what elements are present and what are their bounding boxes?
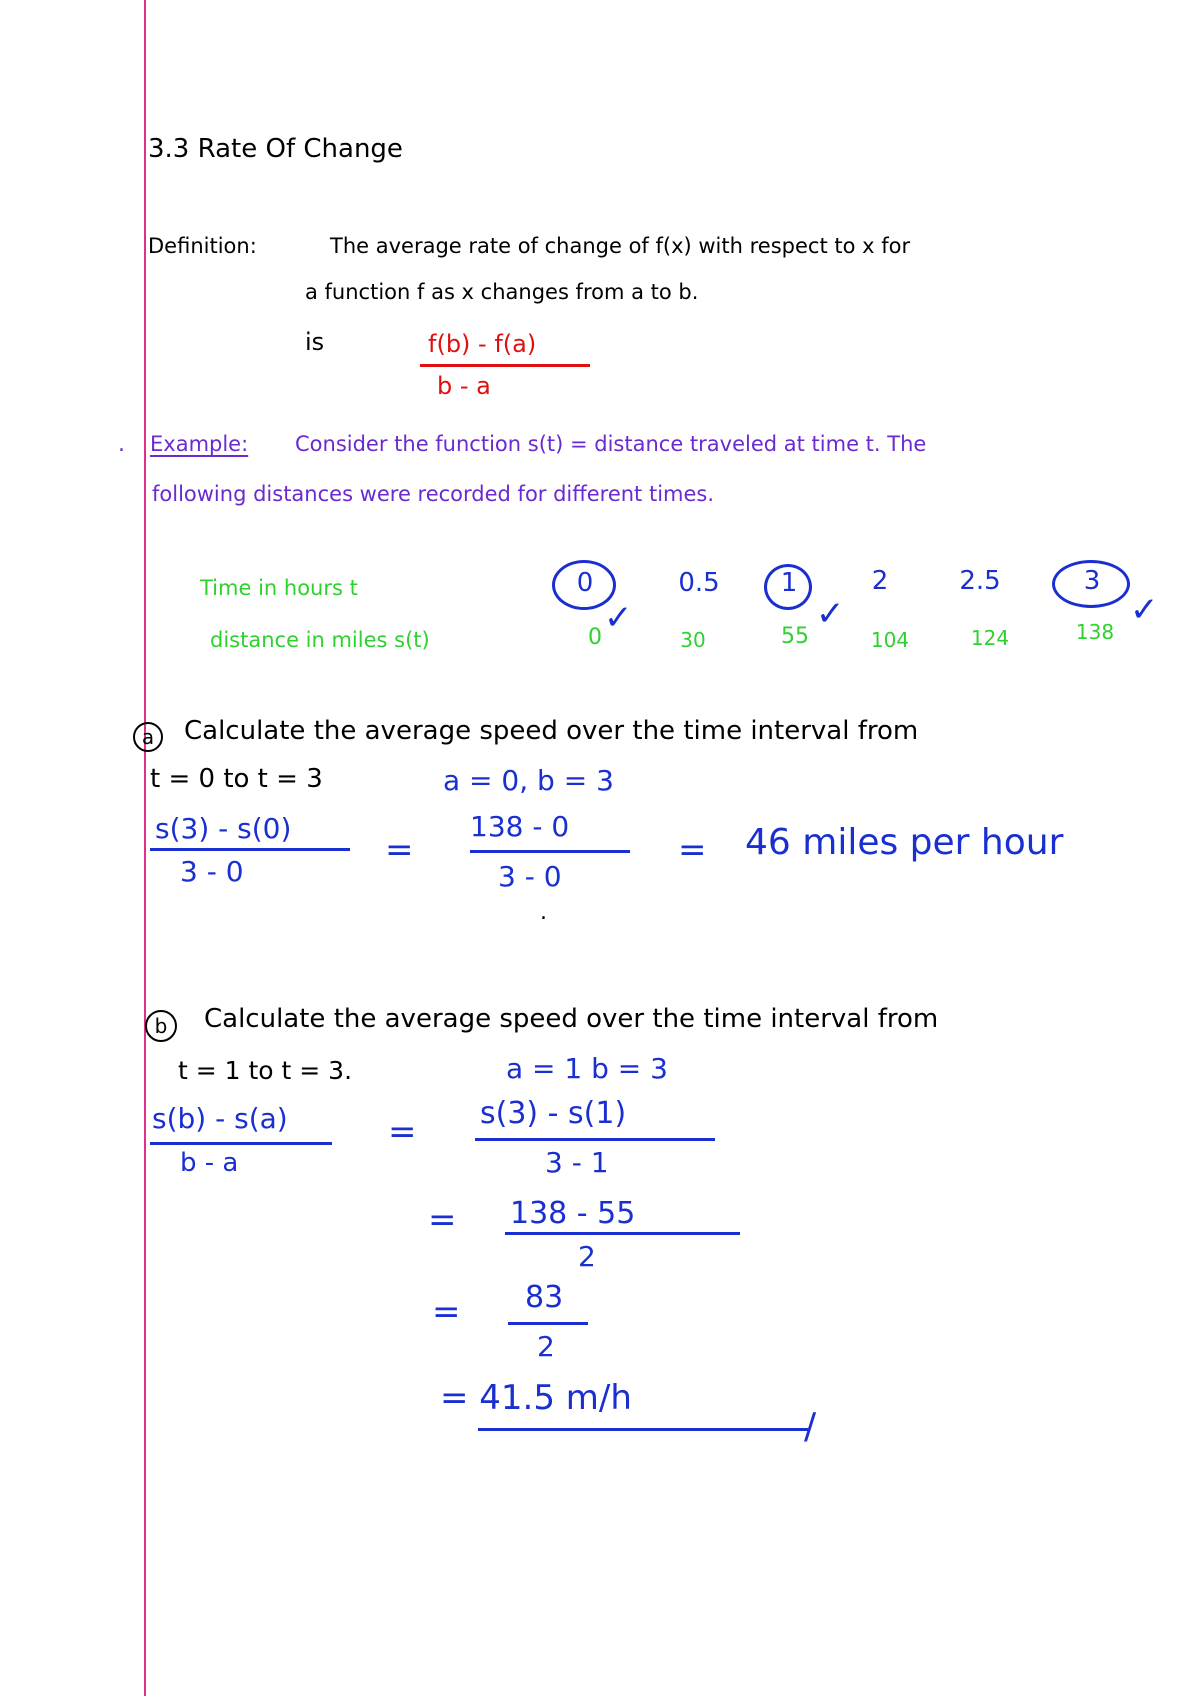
example-line-2: following distances were recorded for different times. (152, 482, 715, 506)
table-distance-124: 124 (970, 626, 1010, 650)
part-b-fraction-bar-2 (475, 1138, 715, 1141)
part-b-numerator-2: s(3) - s(1) (480, 1096, 627, 1131)
part-a-fraction-bar-1 (150, 848, 350, 851)
part-a-denominator-1: 3 - 0 (180, 855, 244, 888)
circle-time-3 (1052, 560, 1130, 608)
table-time-0: 0 (576, 568, 594, 598)
table-distance-label: distance in miles s(t) (210, 628, 430, 652)
part-b-final-answer: = 41.5 m/h (440, 1378, 632, 1418)
part-b-interval: t = 1 to t = 3. (178, 1056, 353, 1085)
page-title: 3.3 Rate Of Change (148, 134, 403, 164)
part-a-denominator-2: 3 - 0 (498, 860, 562, 893)
part-a-ab: a = 0, b = 3 (443, 764, 614, 797)
part-b-answer-underline (478, 1428, 808, 1431)
part-b-ab: a = 1 b = 3 (506, 1052, 668, 1085)
table-time-1: 1 (780, 568, 798, 598)
part-b-fraction-bar-4 (508, 1322, 588, 1325)
part-b-fraction-bar-1 (150, 1142, 332, 1145)
part-b-denominator-3: 2 (578, 1240, 596, 1273)
table-time-2: 2 (871, 566, 889, 596)
checkmark-icon: ✓ (604, 598, 633, 638)
part-a-numerator-1: s(3) - s(0) (155, 812, 292, 845)
table-distance-138: 138 (1075, 620, 1115, 644)
example-label: Example: (150, 432, 249, 456)
circle-time-1 (764, 564, 812, 610)
table-time-label: Time in hours t (200, 576, 358, 600)
part-a-question: Calculate the average speed over the time interval from (184, 716, 919, 746)
part-a-numerator-2: 138 - 0 (470, 810, 570, 843)
margin-line (144, 0, 146, 1696)
part-b-denominator-2: 3 - 1 (545, 1146, 609, 1179)
part-a-equals-2: = (678, 830, 707, 870)
part-b-denominator-4: 2 (537, 1330, 555, 1363)
checkmark-icon: ✓ (1130, 590, 1159, 630)
part-a-answer: 46 miles per hour (745, 822, 1064, 863)
table-distance-55: 55 (781, 624, 809, 649)
example-bullet: . (118, 432, 125, 457)
part-b-equals-1: = (388, 1112, 417, 1152)
definition-line-1: The average rate of change of f(x) with respect to x for (330, 234, 911, 258)
part-a-marker: a (133, 722, 163, 752)
table-time-3: 3 (1083, 566, 1101, 596)
definition-numerator: f(b) - f(a) (428, 330, 537, 358)
part-b-marker: b (145, 1010, 177, 1042)
part-b-underline-end-mark: / (804, 1406, 817, 1447)
part-b-numerator-3: 138 - 55 (510, 1196, 636, 1231)
part-a-interval: t = 0 to t = 3 (150, 764, 323, 794)
definition-denominator: b - a (437, 372, 491, 400)
example-line-1: Consider the function s(t) = distance traveled at time t. The (295, 432, 927, 456)
definition-line-2: a function f as x changes from a to b. (305, 280, 699, 304)
table-distance-104: 104 (870, 628, 910, 652)
part-b-fraction-bar-3 (505, 1232, 740, 1235)
table-distance-0: 0 (588, 625, 602, 650)
table-time-2.5: 2.5 (959, 566, 1001, 596)
part-b-numerator-4: 83 (525, 1280, 564, 1315)
part-b-equals-3: = (432, 1292, 461, 1332)
part-b-numerator-1: s(b) - s(a) (152, 1102, 288, 1135)
checkmark-icon: ✓ (816, 594, 845, 634)
definition-is: is (305, 328, 325, 356)
part-a-dot: . (540, 900, 547, 925)
part-b-denominator-1: b - a (180, 1148, 239, 1178)
table-time-0.5: 0.5 (678, 568, 720, 598)
part-b-question: Calculate the average speed over the time interval from (204, 1004, 939, 1034)
part-b-equals-2: = (428, 1200, 457, 1240)
part-a-equals-1: = (385, 830, 414, 870)
table-distance-30: 30 (680, 628, 706, 652)
definition-fraction-bar (420, 364, 590, 367)
definition-label: Definition: (148, 234, 257, 258)
part-a-fraction-bar-2 (470, 850, 630, 853)
